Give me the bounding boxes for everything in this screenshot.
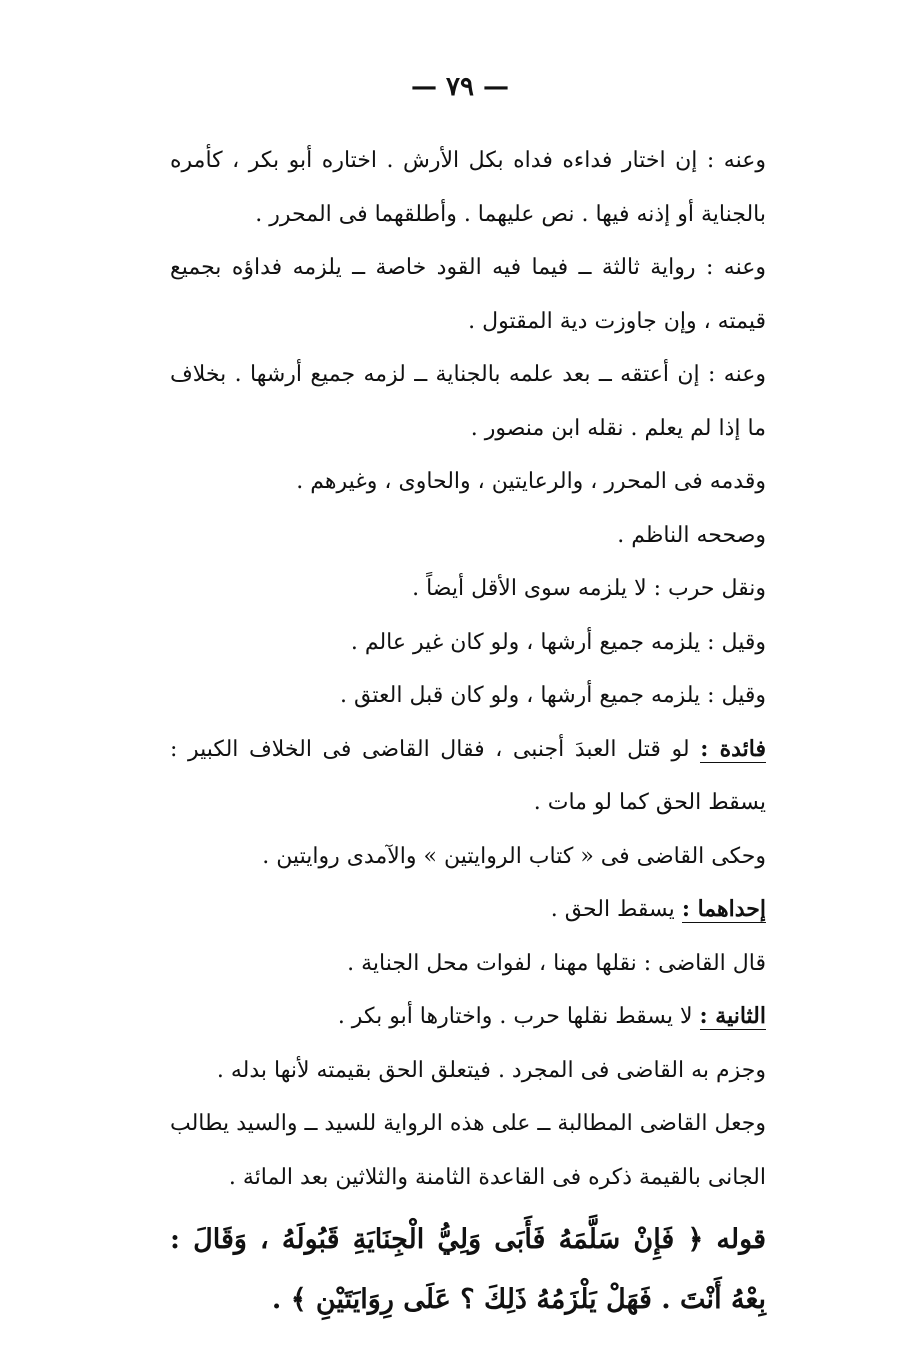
paragraph-lead: الثانية : bbox=[699, 1003, 766, 1029]
quote-text: قوله ﴿ فَإِنْ سَلَّمَهُ فَأَبَى وَلِيُّ الْجِنَايَةِ قَبُولَهُ ، وَقَالَ : بِعْهُ أَنْتَ . فَهَلْ يَلْزَمُهُ ذَلِكَ ؟ عَلَى رِوَايَتَيْنِ ﴾ . bbox=[170, 1224, 766, 1315]
paragraph-text: وعنه : إن اختار فداءه فداه بكل الأرش . اختاره أبو بكر ، كأمره بالجناية أو إذنه فيها . نص عليهما . وأطلقهما فى المحرر . bbox=[170, 148, 766, 227]
paragraph-6 bbox=[170, 562, 800, 616]
paragraph-9 bbox=[170, 723, 800, 830]
paragraph-text: وعنه : رواية ثالثة ــ فيما فيه القود خاصة ــ يلزمه فداؤه بجميع قيمته ، وإن جاوزت دية المقتول . bbox=[170, 255, 766, 334]
paragraph-12 bbox=[170, 937, 800, 991]
paragraph-text: قال القاضى : نقلها مهنا ، لفوات محل الجناية . bbox=[347, 950, 766, 976]
paragraph-13 bbox=[170, 990, 800, 1044]
quote-paragraph bbox=[170, 1210, 800, 1330]
paragraph-text: وقيل : يلزمه جميع أرشها ، ولو كان غير عالم . bbox=[350, 629, 766, 655]
paragraph-text: وجعل القاضى المطالبة ــ على هذه الرواية للسيد ــ والسيد يطالب الجانى بالقيمة ذكره فى القاعدة الثامنة والثلاثين بعد المائة . bbox=[170, 1111, 766, 1190]
paragraph-text: يسقط الحق . bbox=[550, 897, 682, 922]
paragraph-7 bbox=[170, 616, 800, 670]
paragraph-text: ونقل حرب : لا يلزمه سوى الأقل أيضاً . bbox=[412, 576, 766, 601]
paragraph-1 bbox=[170, 134, 800, 241]
paragraph-text: وصححه الناظم . bbox=[617, 522, 766, 548]
paragraph-text: لو قتل العبدَ أجنبى ، فقال القاضى فى الخلاف الكبير : يسقط الحق كما لو مات . bbox=[170, 736, 766, 815]
paragraph-3 bbox=[170, 348, 800, 455]
paragraph-text: وعنه : إن أعتقه ــ بعد علمه بالجناية ــ لزمه جميع أرشها . بخلاف ما إذا لم يعلم . نقله ابن منصور . bbox=[170, 362, 766, 441]
paragraph-10 bbox=[170, 830, 800, 884]
paragraph-lead: فائدة : bbox=[700, 735, 766, 762]
paragraph-4 bbox=[170, 455, 800, 509]
paragraph-text: وقيل : يلزمه جميع أرشها ، ولو كان قبل العتق . bbox=[340, 683, 766, 708]
paragraph-15 bbox=[170, 1097, 800, 1204]
paragraph-text: لا يسقط نقلها حرب . واختارها أبو بكر . bbox=[337, 1004, 700, 1029]
text-body bbox=[170, 134, 800, 1330]
paragraph-text: وحكى القاضى فى « كتاب الروايتين » والآمدى روايتين . bbox=[262, 843, 766, 869]
paragraph-text: وقدمه فى المحرر ، والرعايتين ، والحاوى ، وغيرهم . bbox=[296, 469, 766, 494]
paragraph-5 bbox=[170, 509, 800, 563]
paragraph-8 bbox=[170, 669, 800, 723]
page-number: — ٧٩ — bbox=[410, 72, 510, 102]
paragraph-2 bbox=[170, 241, 800, 348]
paragraph-lead: إحداهما : bbox=[681, 896, 766, 922]
paragraph-text: وجزم به القاضى فى المجرد . فيتعلق الحق بقيمته لأنها بدله . bbox=[216, 1057, 766, 1083]
paragraph-14 bbox=[170, 1044, 800, 1098]
paragraph-11 bbox=[170, 883, 800, 937]
